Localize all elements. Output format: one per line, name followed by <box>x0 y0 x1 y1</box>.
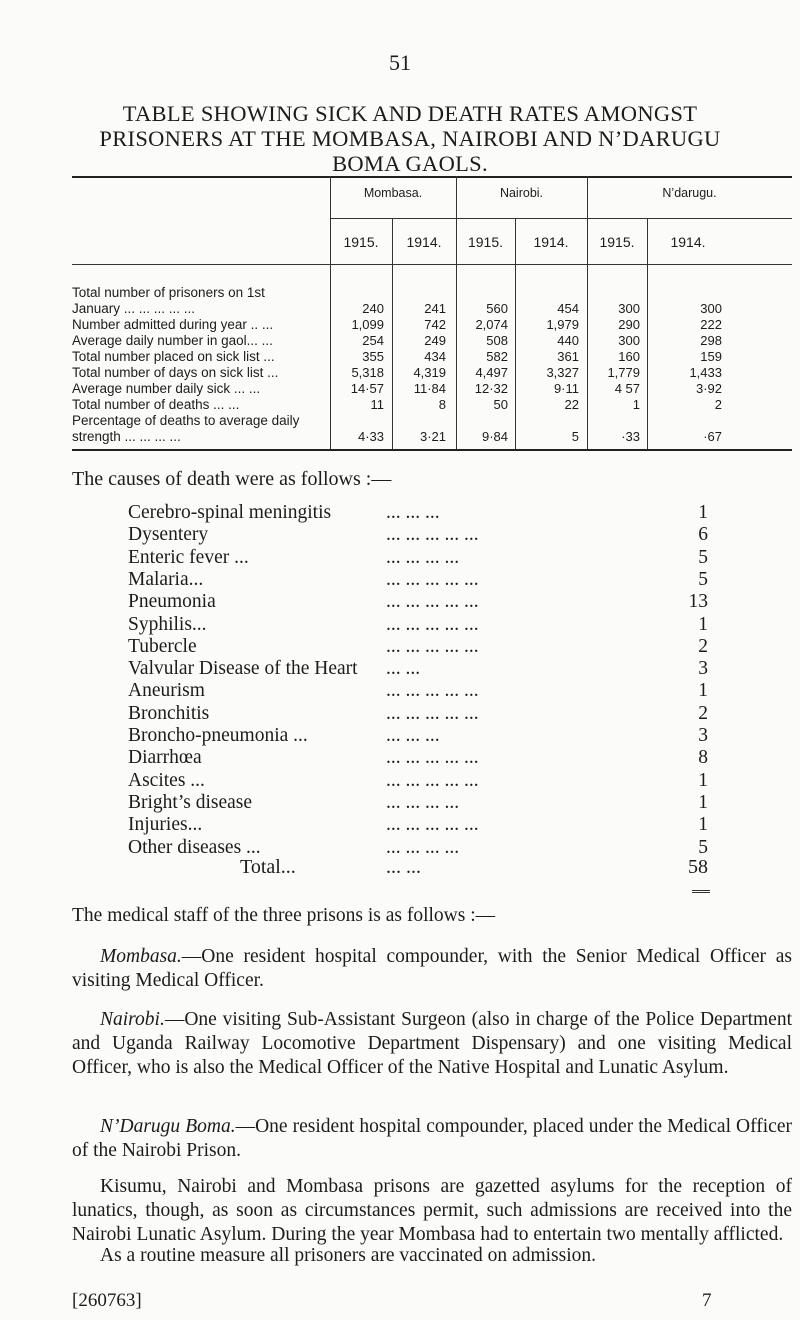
cause-row <box>128 792 708 814</box>
cause-count: 1 <box>698 769 708 791</box>
cause-row <box>128 524 708 546</box>
cause-dots: ... ... ... ... ... <box>386 524 479 546</box>
cause-count: 2 <box>698 635 708 657</box>
title-line: PRISONERS AT THE MOMBASA, NAIROBI AND N’DARUGU <box>99 126 721 151</box>
table-cell: ·67 <box>703 429 722 444</box>
cause-dots: ... ... ... ... ... <box>386 568 479 590</box>
table-cell: 222 <box>700 317 722 332</box>
table-cell: 361 <box>557 349 579 364</box>
table-cell: 159 <box>700 349 722 364</box>
year-header: 1915. <box>343 234 379 250</box>
cause-row <box>128 658 708 680</box>
table-cell: 298 <box>700 333 722 348</box>
cause-name: Malaria... <box>128 568 204 590</box>
row-label-line: Percentage of deaths to average daily <box>72 413 300 428</box>
column-divider <box>392 218 393 449</box>
table-cell: 9·84 <box>481 429 508 444</box>
cause-row <box>128 569 708 591</box>
mombasa-paragraph <box>72 945 792 993</box>
table-cell: 8 <box>438 397 446 412</box>
cause-dots: ... ... ... ... ... <box>386 702 479 724</box>
cause-count: 3 <box>698 725 708 746</box>
table-cell: 434 <box>424 349 446 364</box>
causes-total <box>128 856 708 880</box>
cause-row <box>128 770 708 792</box>
cause-count: 1 <box>698 680 708 702</box>
group-header-ndarugu: N’darugu. <box>662 186 717 200</box>
cause-dots: ... ... ... ... ... <box>386 613 479 635</box>
cause-name: Enteric fever ... <box>128 546 249 568</box>
table-cell: 742 <box>424 317 446 332</box>
table-cell: 12·32 <box>474 381 508 396</box>
cause-name: Bronchitis <box>128 702 210 724</box>
cause-dots: ... ... ... ... ... <box>386 769 479 791</box>
staff-intro: The medical staff of the three prisons is as follows :— <box>72 905 496 926</box>
table-cell: 3·92 <box>695 381 722 396</box>
table-cell: 5 <box>571 429 579 444</box>
cause-name: Dysentery <box>128 524 209 546</box>
cause-count: 1 <box>698 613 708 635</box>
cause-row <box>128 636 708 658</box>
row-label: Total number of days on sick list ... <box>72 365 279 380</box>
cause-count: 5 <box>698 568 708 590</box>
table-cell: 4 57 <box>614 381 640 396</box>
cause-row <box>128 747 708 769</box>
place-name: Mombasa. <box>100 946 182 967</box>
place-name: Nairobi. <box>100 1009 165 1030</box>
total-count: 58 <box>688 856 708 878</box>
row-label: Total number placed on sick list ... <box>72 349 275 364</box>
table-top-rule <box>72 176 792 178</box>
table-cell: 300 <box>618 301 640 316</box>
table-cell: 582 <box>486 349 508 364</box>
cause-dots: ... ... <box>386 658 421 680</box>
column-divider <box>587 176 588 449</box>
cause-dots: ... ... ... ... <box>386 791 460 813</box>
cause-row <box>128 725 708 747</box>
cause-name: Valvular Disease of the Heart <box>128 658 358 680</box>
table-cell: 241 <box>424 301 446 316</box>
table-cell: 560 <box>486 301 508 316</box>
cause-count: 2 <box>698 702 708 724</box>
year-header: 1914. <box>406 234 442 250</box>
statistics-table <box>72 176 792 451</box>
table-cell: 11·84 <box>413 381 446 396</box>
cause-count: 5 <box>698 836 708 858</box>
paragraph-text: —One resident hospital compounder, placed under the Medical Officer of the Nairobi Prison. <box>72 1116 792 1161</box>
row-label-line: strength ... ... ... ... <box>72 429 181 444</box>
table-bottom-rule <box>72 449 792 451</box>
table-cell: 290 <box>618 317 640 332</box>
table-cell: 440 <box>557 333 579 348</box>
group-header-mombasa: Mombasa. <box>363 186 423 200</box>
cause-count: 1 <box>698 814 708 836</box>
row-label-line: Total number of prisoners on 1st <box>72 285 265 300</box>
vaccination-paragraph: As a routine measure all prisoners are vaccinated on admission. <box>100 1245 597 1266</box>
cause-name: Ascites ... <box>128 769 205 791</box>
table-cell: 249 <box>424 333 446 348</box>
cause-name: Tubercle <box>128 635 197 657</box>
cause-row <box>128 502 708 524</box>
row-label-line: January ... ... ... ... ... <box>72 301 196 316</box>
cause-row <box>128 547 708 569</box>
table-cell: 1 <box>632 397 640 412</box>
table-cell: 240 <box>362 301 384 316</box>
cause-name: Diarrhœa <box>128 747 202 769</box>
cause-count: 5 <box>698 546 708 568</box>
table-cell: 254 <box>362 333 384 348</box>
column-divider <box>515 218 516 449</box>
footer-reference: [260763] <box>72 1290 142 1311</box>
table-cell: 2,074 <box>475 317 508 332</box>
table-cell: 2 <box>714 397 722 412</box>
paragraph-text: —One visiting Sub-Assistant Surgeon (also in charge of the Police Department and Uganda Railway Locomotive Department Dispensary) and one visiting Medical Officer, who is also the Medical Officer of the Native Hospital and Lunatic Asylum. <box>72 1009 792 1078</box>
cause-count: 13 <box>688 591 708 613</box>
nairobi-paragraph <box>72 1008 792 1080</box>
table-cell: 508 <box>486 333 508 348</box>
cause-dots: ... ... ... ... <box>386 836 460 858</box>
table-cell: 355 <box>362 349 384 364</box>
cause-name: Syphilis... <box>128 613 207 635</box>
row-label <box>72 285 330 317</box>
table-cell: 4,497 <box>475 365 508 380</box>
row-label: Average daily number in gaol... ... <box>72 333 273 348</box>
cause-row <box>128 680 708 702</box>
table-cell: 454 <box>557 301 579 316</box>
cause-count: 6 <box>698 524 708 546</box>
header-rule <box>72 264 792 265</box>
table-cell: 22 <box>564 397 579 412</box>
column-divider <box>456 176 457 449</box>
table-cell: 9·11 <box>553 381 579 396</box>
cause-dots: ... ... ... ... ... <box>386 814 479 836</box>
paragraph-text: —One resident hospital compounder, with the Senior Medical Officer as visiting Medical Officer. <box>72 946 792 991</box>
row-label: Total number of deaths ... ... <box>72 397 240 412</box>
total-dots: ... ... <box>386 856 421 878</box>
cause-row <box>128 614 708 636</box>
year-header: 1914. <box>670 234 706 250</box>
place-name: N’Darugu Boma. <box>100 1116 236 1137</box>
ndarugu-paragraph <box>72 1115 792 1163</box>
cause-name: Broncho-pneumonia ... <box>128 725 308 746</box>
table-cell: 1,979 <box>546 317 579 332</box>
cause-name: Pneumonia <box>128 591 216 613</box>
cause-count: 8 <box>698 747 708 769</box>
column-divider <box>647 218 648 449</box>
group-header-nairobi: Nairobi. <box>499 186 544 200</box>
table-cell: 1,433 <box>689 365 722 380</box>
table-cell: ·33 <box>621 429 640 444</box>
header-rule <box>330 218 792 219</box>
table-cell: 160 <box>618 349 640 364</box>
page-title <box>60 101 760 176</box>
asylum-paragraph: Kisumu, Nairobi and Mombasa prisons are gazetted asylums for the reception of lunatics, though, as soon as circumstances permit, such admissions are received into the Nairobi Lunatic Asylum. During the year Mombasa had to entertain two mentally afflicted. <box>72 1176 792 1245</box>
cause-name: Aneurism <box>128 680 205 702</box>
table-cell: 300 <box>700 301 722 316</box>
cause-name: Bright’s disease <box>128 791 253 813</box>
cause-dots: ... ... ... ... ... <box>386 591 479 613</box>
cause-row <box>128 703 708 725</box>
table-cell: 3,327 <box>546 365 579 380</box>
cause-dots: ... ... ... <box>386 502 440 523</box>
cause-dots: ... ... ... ... <box>386 546 460 568</box>
table-cell: 1,099 <box>351 317 384 332</box>
row-label: Average number daily sick ... ... <box>72 381 261 396</box>
title-line: BOMA GAOLS. <box>332 151 488 176</box>
cause-count: 1 <box>698 502 708 523</box>
table-cell: 5,318 <box>351 365 384 380</box>
cause-name: Other diseases ... <box>128 836 261 858</box>
table-cell: 300 <box>618 333 640 348</box>
cause-dots: ... ... ... ... ... <box>386 747 479 769</box>
year-header: 1915. <box>467 234 504 250</box>
causes-intro: The causes of death were as follows :— <box>72 468 392 490</box>
cause-row <box>128 591 708 613</box>
table-cell: 14·57 <box>350 381 384 396</box>
cause-row <box>128 814 708 836</box>
cause-dots: ... ... ... <box>386 725 440 746</box>
title-line: TABLE SHOWING SICK AND DEATH RATES AMONGST <box>122 101 698 126</box>
cause-dots: ... ... ... ... ... <box>386 680 479 702</box>
cause-dots: ... ... ... ... ... <box>386 635 479 657</box>
column-divider <box>330 176 331 449</box>
table-cell: 4,319 <box>413 365 446 380</box>
table-cell: 1,779 <box>607 365 640 380</box>
row-label: Number admitted during year .. ... <box>72 317 274 332</box>
total-label: Total... <box>240 856 296 878</box>
page-number: 51 <box>389 50 411 75</box>
table-cell: 50 <box>493 397 508 412</box>
table-cell: 3·21 <box>419 429 446 444</box>
table-cell: 11 <box>370 397 384 412</box>
cause-name: Injuries... <box>128 814 203 836</box>
cause-count: 1 <box>698 791 708 813</box>
total-underline <box>692 890 710 894</box>
cause-count: 3 <box>698 658 708 680</box>
year-header: 1915. <box>599 234 635 250</box>
row-label <box>72 413 330 445</box>
table-cell: 4·33 <box>357 429 384 444</box>
year-header: 1914. <box>533 234 569 250</box>
cause-name: Cerebro-spinal meningitis <box>128 502 332 523</box>
footer-page-number: 7 <box>702 1290 712 1311</box>
